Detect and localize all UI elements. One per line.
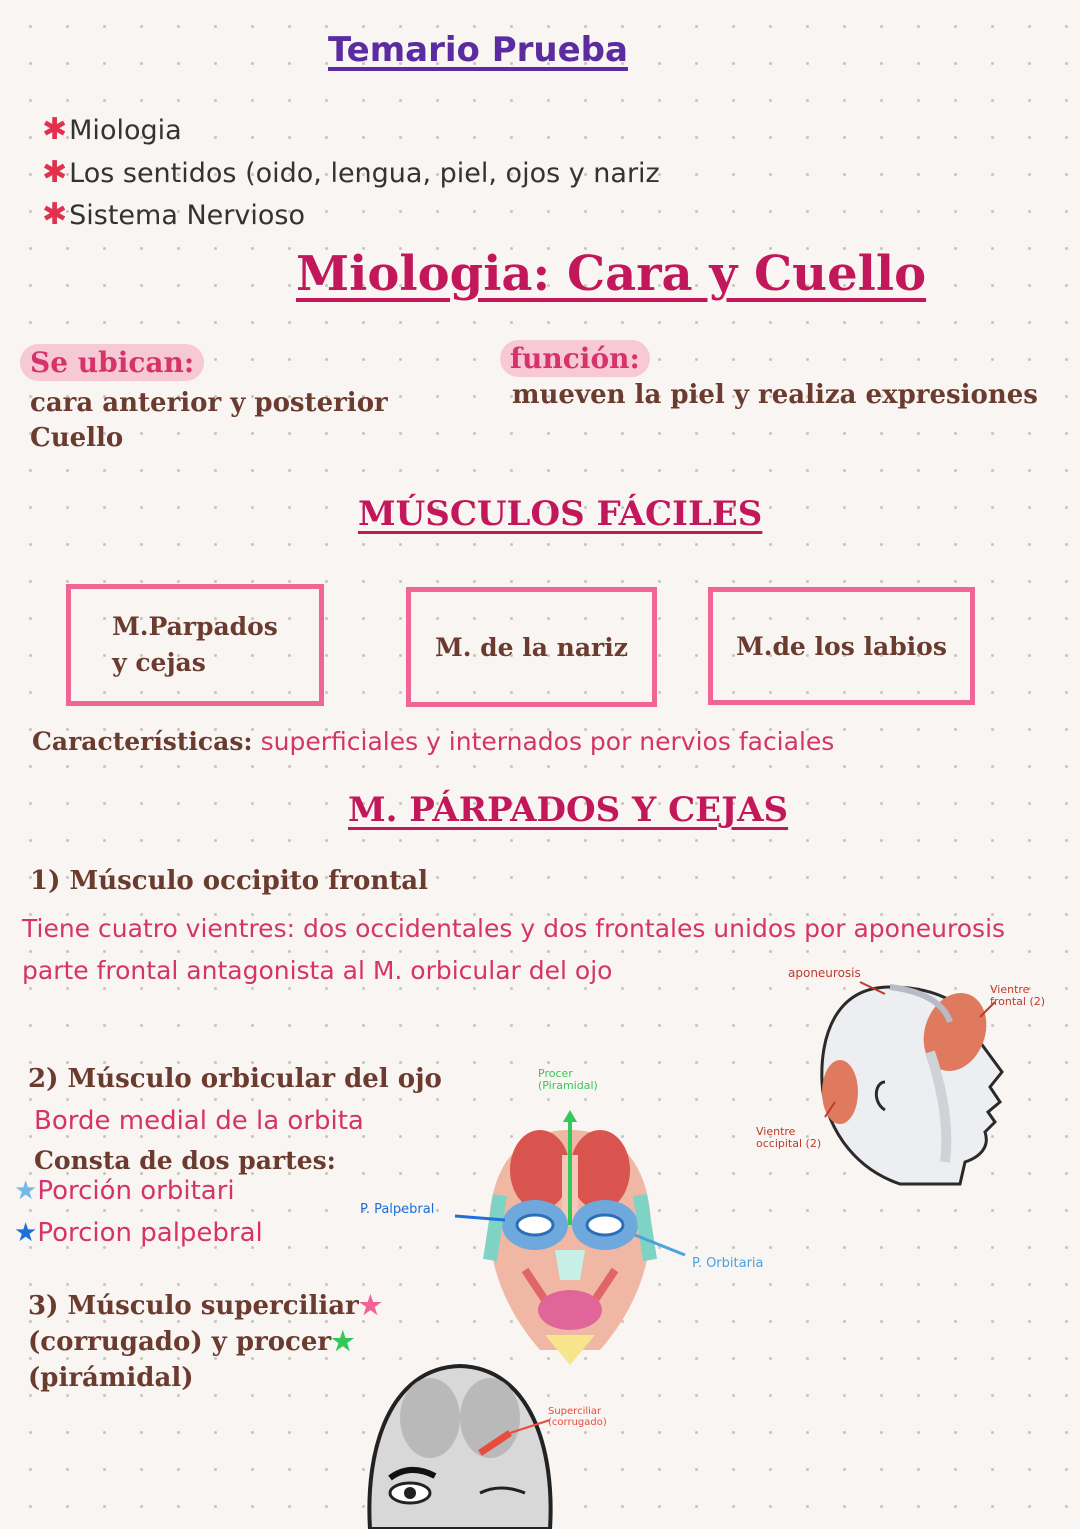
- function-text: mueven la piel y realiza expresiones: [512, 380, 1038, 410]
- label-orbitaria: P. Orbitaria: [692, 1256, 764, 1271]
- muscle2-line2: Consta de dos partes:: [34, 1146, 336, 1175]
- star-icon: ★: [14, 1218, 38, 1248]
- star-icon: ★: [358, 1291, 383, 1321]
- box-lips: M.de los labios: [708, 587, 975, 705]
- function-label: función:: [500, 342, 650, 375]
- page-header-title: Temario Prueba: [328, 30, 628, 70]
- brow-muscles-diagram: [360, 1358, 560, 1529]
- characteristics: Características: superficiales y internados por nervios faciales: [32, 727, 835, 756]
- label-superciliar: Superciliar (corrugado): [548, 1406, 607, 1428]
- box-eyelids-eyebrows: M.Parpados y cejas: [66, 584, 324, 706]
- asterisk-icon: ✱: [42, 155, 68, 190]
- muscle1-text: Tiene cuatro vientres: dos occidentales y dos frontales unidos por aponeurosis parte frontal antagonista al M. orbicular del ojo: [22, 914, 1006, 985]
- muscle2-part1: ★Porción orbitari: [14, 1176, 235, 1206]
- label-occipital-belly: Vientre occipital (2): [756, 1125, 822, 1150]
- facial-muscles-heading: MÚSCULOS FÁCILES: [358, 494, 763, 534]
- label-frontal-belly: Vientre frontal (2): [990, 983, 1046, 1008]
- location-text: cara anterior y posterior Cuello: [30, 388, 388, 453]
- asterisk-icon: ✱: [42, 197, 68, 232]
- label-palpebral: P. Palpebral: [360, 1202, 435, 1217]
- face-muscles-diagram: [445, 1100, 695, 1370]
- label-procer: Procer (Piramidal): [538, 1067, 598, 1092]
- box-nose: M. de la nariz: [406, 587, 657, 707]
- muscle1-title: 1) Músculo occipito frontal: [30, 866, 428, 896]
- star-icon: ★: [14, 1176, 38, 1206]
- muscle2-part2: ★Porcion palpebral: [14, 1218, 263, 1248]
- section-title: Miologia: Cara y Cuello: [296, 246, 927, 302]
- muscle2-title: 2) Músculo orbicular del ojo: [28, 1064, 442, 1094]
- label-aponeurosis: aponeurosis: [788, 966, 861, 980]
- muscle3-title: 3) Músculo superciliar★ (corrugado) y procer★ (pirámidal): [28, 1291, 383, 1393]
- topic-item: ✱Sistema Nervioso: [42, 197, 305, 232]
- topic-item: ✱Los sentidos (oido, lengua, piel, ojos y nariz: [42, 155, 660, 190]
- topic-item: ✱Miologia: [42, 112, 182, 147]
- eyelid-heading: M. PÁRPADOS Y CEJAS: [348, 790, 789, 830]
- location-label: Se ubican:: [20, 346, 204, 379]
- asterisk-icon: ✱: [42, 112, 68, 147]
- muscle2-line1: Borde medial de la orbita: [34, 1106, 364, 1136]
- star-icon: ★: [331, 1327, 355, 1357]
